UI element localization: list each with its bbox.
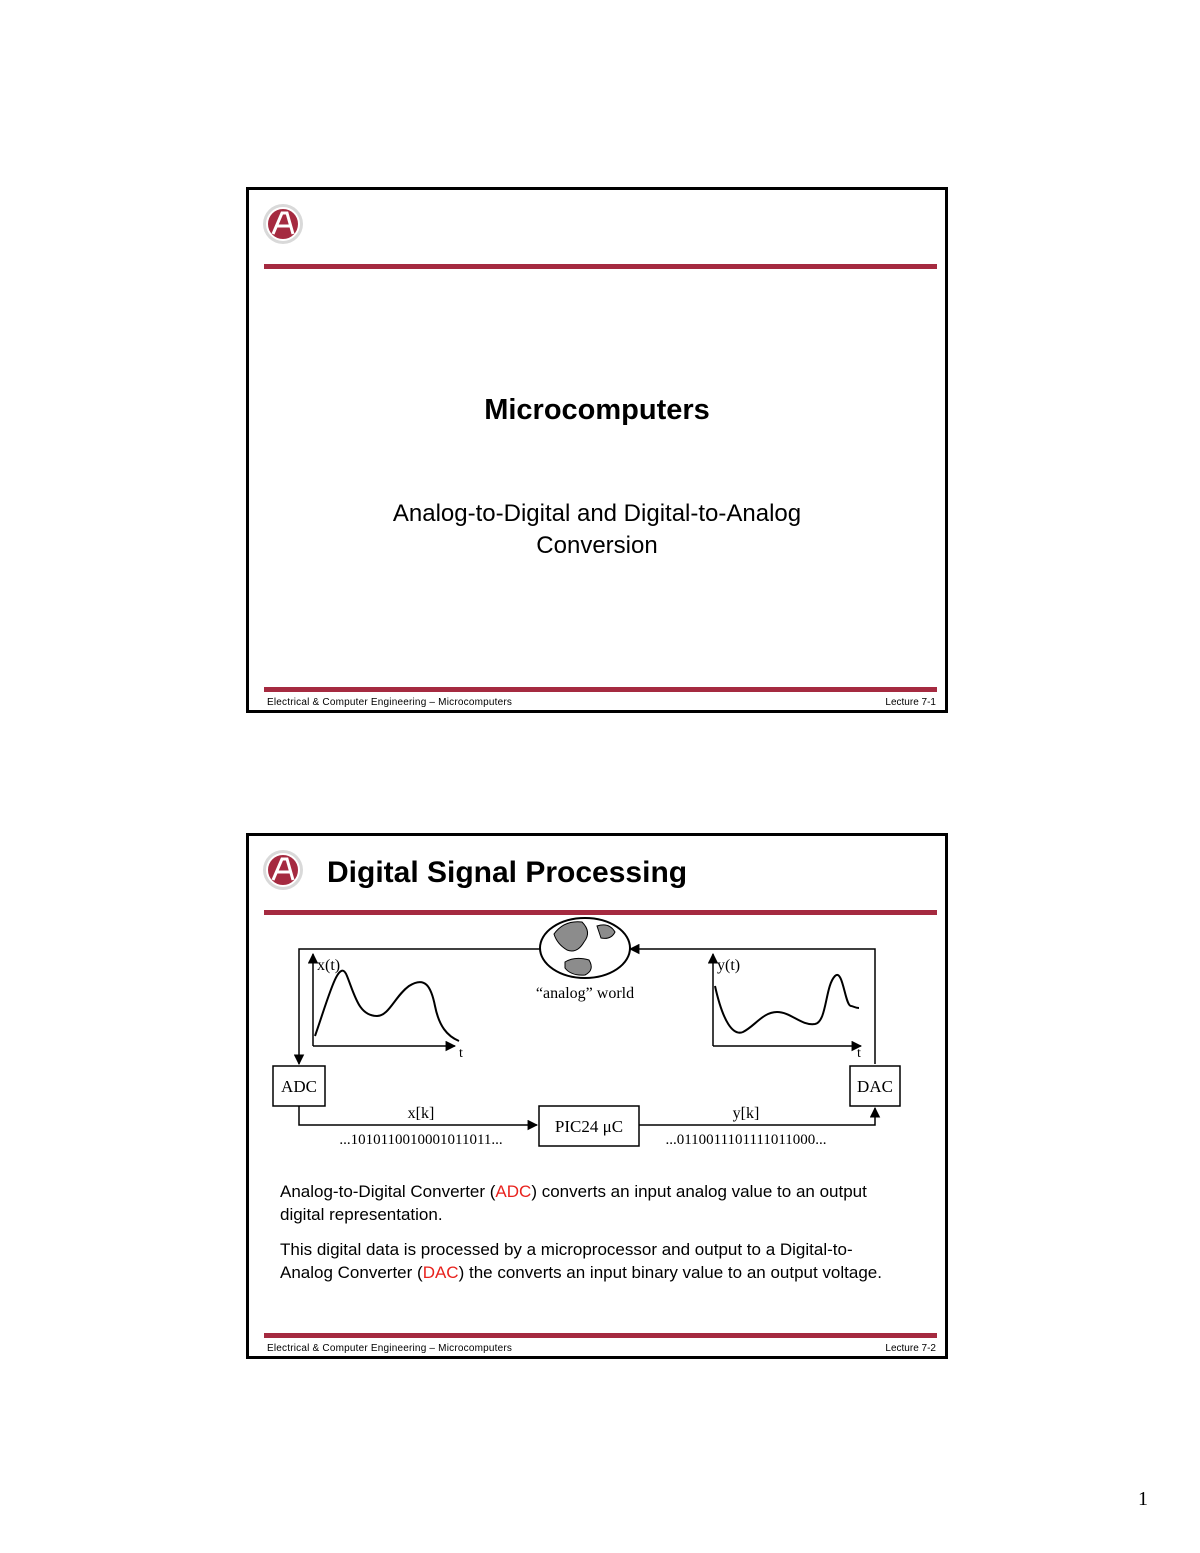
slide-subtitle (249, 498, 945, 562)
top-divider (264, 264, 937, 269)
slide-body (280, 1180, 900, 1296)
slide-title: Digital Signal Processing (327, 856, 688, 889)
footer-course: Electrical & Computer Engineering – Microcomputers (267, 697, 513, 708)
university-logo-icon (262, 203, 304, 245)
yk-label: y[k] (732, 1105, 760, 1122)
footer-course: Electrical & Computer Engineering – Microcomputers (267, 1343, 513, 1354)
page-number: 1 (1138, 1488, 1148, 1510)
globe-icon (540, 918, 630, 978)
yt-label: y(t) (717, 957, 741, 974)
paragraph-dac: This digital data is processed by a microprocessor and output to a Digital-to-Analog Converter (DAC) the converts an input binary value to an output voltage. (280, 1240, 882, 1282)
t-axis-label-right: t (857, 1046, 861, 1061)
dac-label: DAC (857, 1077, 893, 1096)
bits-input: ...1010110010001011011... (339, 1132, 503, 1148)
dac-abbr: DAC (422, 1263, 459, 1282)
xk-label: x[k] (407, 1105, 435, 1122)
bottom-divider (264, 687, 937, 692)
dsp-diagram (249, 836, 945, 1176)
t-axis-label-left: t (459, 1046, 463, 1061)
world-label: “analog” world (535, 985, 635, 1002)
xt-label: x(t) (317, 957, 341, 974)
adc-label: ADC (281, 1077, 317, 1096)
subtitle-line-2: Conversion (536, 532, 658, 559)
bits-output: ...0110011101111011000... (665, 1132, 827, 1148)
slide-title: Microcomputers (484, 394, 710, 426)
slide-1 (246, 187, 948, 713)
footer-lecture: Lecture 7-2 (885, 1343, 936, 1354)
slide-2 (246, 833, 948, 1359)
subtitle-line-1: Analog-to-Digital and Digital-to-Analog (392, 500, 802, 527)
adc-abbr: ADC (495, 1182, 532, 1201)
paragraph-adc: Analog-to-Digital Converter (ADC) converts an input analog value to an output digital representation. (280, 1182, 867, 1224)
bottom-divider (264, 1333, 937, 1338)
pic-label: PIC24 μC (554, 1117, 624, 1136)
footer-lecture: Lecture 7-1 (885, 697, 936, 708)
